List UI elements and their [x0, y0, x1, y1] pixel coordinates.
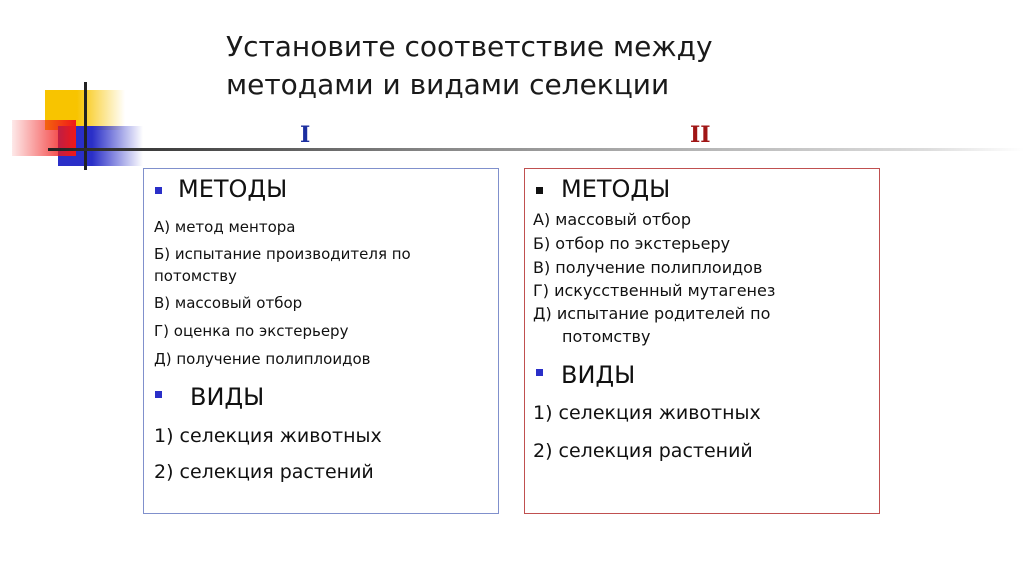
bullet-icon: [155, 187, 162, 194]
types-heading: ВИДЫ: [561, 361, 636, 389]
method-item: В) получение полиплоидов: [533, 258, 763, 277]
method-item: Б) испытание производителя по: [154, 245, 411, 263]
column-label-2: II: [690, 122, 711, 148]
title-line-1: Установите соответствие между: [226, 30, 713, 63]
method-item: Г) оценка по экстерьеру: [154, 322, 349, 340]
methods-heading: МЕТОДЫ: [178, 175, 288, 203]
method-item: потомству: [562, 327, 651, 346]
type-item: 1) селекция животных: [154, 425, 382, 447]
title-line-2: методами и видами селекции: [226, 68, 670, 101]
method-item: Б) отбор по экстерьеру: [533, 234, 731, 253]
bullet-icon: [155, 391, 162, 398]
methods-heading: МЕТОДЫ: [561, 175, 671, 203]
method-item: А) массовый отбор: [533, 210, 691, 229]
bullet-icon: [536, 369, 543, 376]
method-item: В) массовый отбор: [154, 294, 303, 312]
column-label-1: I: [300, 122, 311, 148]
type-item: 2) селекция растений: [154, 461, 374, 483]
method-item: А) метод ментора: [154, 218, 296, 236]
method-item: потомству: [154, 267, 237, 285]
column-box-1: [143, 168, 499, 514]
type-item: 1) селекция животных: [533, 402, 761, 424]
column-box-2: [524, 168, 880, 514]
slide-title: [226, 28, 713, 104]
type-item: 2) селекция растений: [533, 440, 753, 462]
method-item: Г) искусственный мутагенез: [533, 281, 776, 300]
bullet-icon: [536, 187, 543, 194]
method-item: Д) получение полиплоидов: [154, 350, 371, 368]
method-item: Д) испытание родителей по: [533, 304, 771, 323]
types-heading: ВИДЫ: [190, 383, 265, 411]
